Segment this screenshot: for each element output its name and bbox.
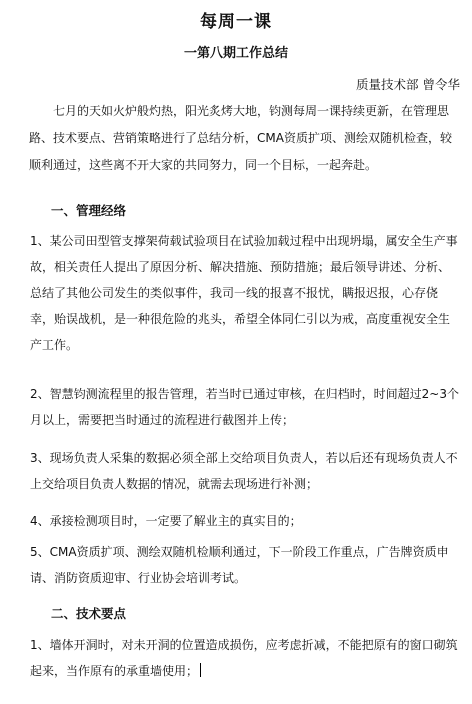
document-title: 每周一课 [200, 12, 272, 32]
technical-item-1-text: 1、墙体开洞时，对未开洞的位置造成损伤，应考虑折减，不能把原有的窗口砌筑起来，当作原有的承重墙使用； [30, 638, 458, 678]
section-heading-technical: 二、技术要点 [51, 606, 127, 621]
management-item-5: 5、CMA资质扩项、测绘双随机检顺利通过，下一阶段工作重点，广告牌资质申请、消防资质迎审、行业协会培训考试。 [30, 545, 449, 585]
management-item-3: 3、现场负责人采集的数据必须全部上交给项目负责人，若以后还有现场负责人不上交给项目负责人数据的情况，就需去现场进行补测； [30, 451, 458, 491]
management-item-4: 4、承接检测项目时，一定要了解业主的真实目的； [30, 514, 302, 528]
text-cursor [200, 663, 201, 677]
management-item-2: 2、智慧钧测流程里的报告管理，若当时已通过审核，在归档时，时间超过2~3个月以上，需要把当时通过的流程进行截图并上传； [30, 387, 459, 427]
section-heading-management: 一、管理经络 [51, 203, 127, 218]
technical-item-1[interactable] [30, 632, 460, 684]
intro-paragraph: 七月的天如火炉般灼热，阳光炙烤大地，钧测每周一课持续更新，在管理思路、技术要点、营销策略进行了总结分析，CMA资质扩项、测绘双随机检查，较顺利通过，这些离不开大家的共同努力，同一个目标，一起奔赴。 [29, 104, 452, 172]
author-line: 质量技术部 曾令华 [356, 77, 460, 92]
document-subtitle: 一第八期工作总结 [183, 46, 288, 61]
management-item-1: 1、某公司田型管支撑架荷载试验项目在试验加载过程中出现坍塌，属安全生产事故，相关责任人提出了原因分析、解决措施、预防措施；最后领导讲述、分析、总结了其他公司发生的类似事件，我司一线的报喜不报忧，瞒报迟报，心存侥幸，贻误战机，是一种很危险的兆头，希望全体同仁引以为戒，高度重视安全生产工作。 [30, 234, 458, 352]
